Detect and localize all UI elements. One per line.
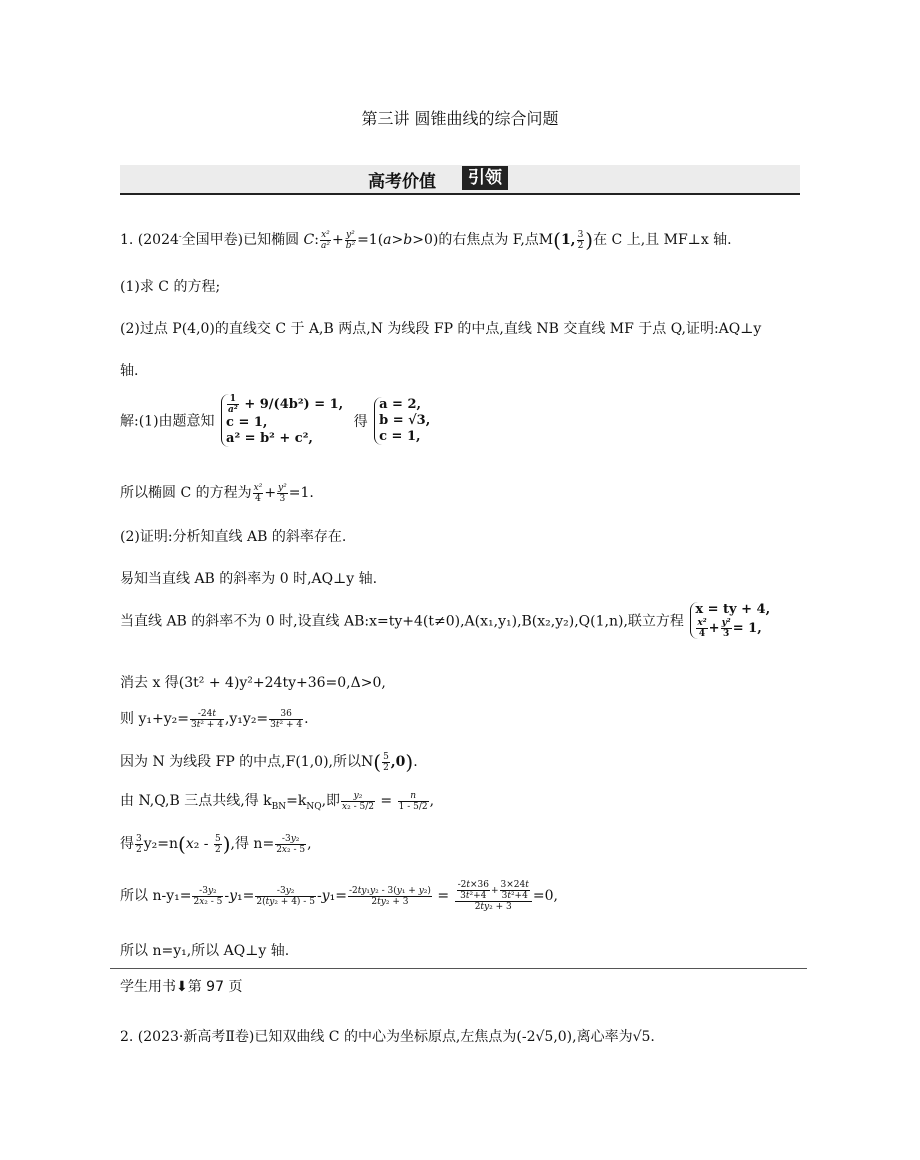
system-1: $\frac{1}{\text{a²}}$ + 9/(4b²) = 1, c = 1, a² = b² + c², [221, 394, 343, 447]
question-1-part2: (2)过点 P(4,0)的直线交 C 于 A,B 两点,N 为线段 FP 的中点,直线 NB 交直线 MF 于点 Q,证明:AQ⊥y [120, 321, 762, 337]
eliminate-step: 消去 x 得(3t² + 4)y²+24ty+36=0,Δ>0, [120, 675, 386, 691]
question-1-part2-cont: 轴. [120, 363, 139, 379]
solution-system: 解:(1)由题意知 $\frac{1}{\text{a²}}$ + 9/(4b²) = 1, c = 1, a² = b² + c², 得 a = 2, b = √3, c = 1, [120, 394, 431, 446]
banner-main-label: 高考价值 [368, 172, 436, 192]
page-title: 第三讲 圆锥曲线的综合问题 [361, 109, 559, 128]
nonzero-slope-case: 当直线 AB 的斜率不为 0 时,设直线 AB:x=ty+4(t≠0),A(x₁,y₁),B(x₂,y₂),Q(1,n),联立方程 x = ty + 4, $\frac{\text{x²}}{4}$ + $\frac{\text{y²}}{3}$ = 1, [120, 602, 771, 639]
vieta-formulas: 则 y₁+y₂= $\frac{-24t}{\text{3t² + 4}}$ ,y₁y₂= $\frac{36}{\text{3t² + 4}}$ . [120, 708, 309, 730]
divider [110, 968, 807, 969]
banner-tag-label: 引领 [462, 166, 508, 190]
solve-n-line: 得 $\frac{3}{2}$ y₂=n(x₂ - $\frac{5}{2}$ ),得 n= $\frac{\text{-3y₂}}{\text{2x₂ - 5}}$ , [120, 832, 312, 856]
question-1-part1: (1)求 C 的方程; [120, 279, 221, 295]
difference-line: 所以 n-y₁= $\frac{\text{-3y₂}}{\text{2x₂ - 5}}$ -y₁= $\frac{\text{-3y₂}}{\text{2(ty₂ + 4) - 5}}$ -y₁= $\frac{\text{-2ty₁y₂ - 3(y₁ + y₂)}}{\text{2ty₂ + 3}}$ = $\frac{-2t\times 36}{\text{3t²+4}}$ + $\frac{3\times 24t}{\text{3t²+4}}$ 2ty₂ + 3 =0, [120, 880, 558, 912]
system-3: x = ty + 4, $\frac{\text{x²}}{4}$ + $\frac{\text{y²}}{3}$ = 1, [690, 602, 770, 639]
section-banner [120, 165, 800, 195]
footer-page-ref: 学生用书⬇第 97 页 [120, 979, 243, 995]
system-2: a = 2, b = √3, c = 1, [374, 397, 430, 445]
question-2-stem: 2. (2023·新高考Ⅱ卷)已知双曲线 C 的中心为坐标原点,左焦点为(-2√5,0),离心率为√5. [120, 1029, 655, 1045]
ellipse-equation: 所以椭圆 C 的方程为 $\frac{\text{x²}}{4}$ + $\frac{\text{y²}}{3}$ =1. [120, 482, 314, 504]
question-1-stem: 1. (2024-全国甲卷)已知椭圆 C: $\frac{\text{x²}}{\text{a²}}$ + $\frac{\text{y²}}{\text{b²}}$ =1(a>b>0)的右焦点为 F,点M(1, $\frac{3}{2}$ )在 C 上,且 MF⊥x 轴. [120, 228, 732, 252]
midpoint-line: 因为 N 为线段 FP 的中点,F(1,0),所以N( $\frac{5}{2}$ ,0). [120, 750, 418, 774]
proof-intro: (2)证明:分析知直线 AB 的斜率存在. [120, 529, 347, 545]
conclusion-line: 所以 n=y₁,所以 AQ⊥y 轴. [120, 943, 290, 959]
collinear-line: 由 N,Q,B 三点共线,得 $k_{BN}=k_{NQ}$,即 $\frac{\text{y₂}}{\text{x₂ - 5/2}}$ = $\frac{n}{1 - 5/2}$ , [120, 790, 435, 812]
zero-slope-case: 易知当直线 AB 的斜率为 0 时,AQ⊥y 轴. [120, 571, 378, 587]
